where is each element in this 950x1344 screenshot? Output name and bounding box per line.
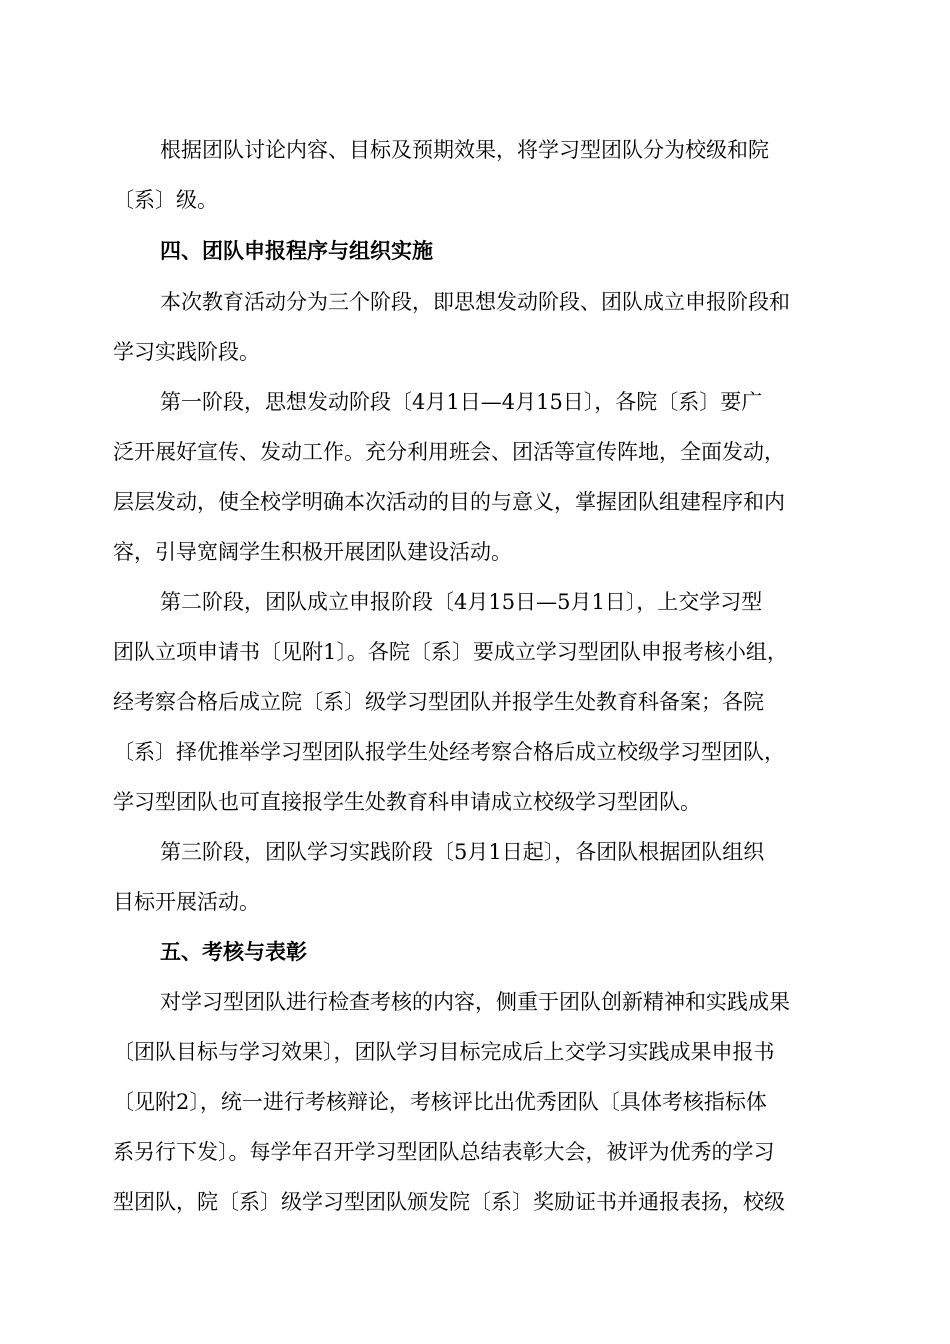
text-line: 〔见附2〕，统一进行考核辩论，考核评比出优秀团队〔具体考核指标体 [113, 1090, 767, 1114]
text-line: 对学习型团队进行检查考核的内容，侧重于团队创新精神和实践成果 [160, 990, 790, 1014]
text-line: 经考察合格后成立院〔系〕级学习型团队并报学生处教育科备案；各院 [113, 690, 764, 714]
text-line: 本次教育活动分为三个阶段，即思想发动阶段、团队成立申报阶段和 [160, 290, 790, 314]
text-line: 泛开展好宣传、发动工作。充分利用班会、团活等宣传阵地，全面发动， [113, 440, 785, 464]
text-line: 〔系〕择优推举学习型团队报学生处经考察合格后成立校级学习型团队， [113, 740, 785, 764]
text-line: 学习实践阶段。 [113, 340, 260, 364]
text-line: 目标开展活动。 [113, 890, 260, 914]
text-line: 第三阶段，团队学习实践阶段〔5月1日起〕，各团队根据团队组织 [160, 840, 765, 864]
text-line: 层层发动，使全校学明确本次活动的目的与意义，掌握团队组建程序和内 [113, 490, 785, 514]
text-line: 学习型团队也可直接报学生处教育科申请成立校级学习型团队。 [113, 790, 701, 814]
text-line: 团队立项申请书〔见附1〕。各院〔系〕要成立学习型团队申报考核小组， [113, 640, 788, 664]
text-line: 第一阶段，思想发动阶段〔4月1日—4月15日〕，各院〔系〕要广 [160, 390, 763, 414]
text-line: 〔系〕级。 [113, 188, 218, 212]
text-line: 〔团队目标与学习效果〕，团队学习目标完成后上交学习实践成果申报书 [113, 1040, 775, 1064]
text-line: 容，引导宽阔学生积极开展团队建设活动。 [113, 540, 512, 564]
text-line: 第二阶段，团队成立申报阶段〔4月15日—5月1日〕，上交学习型 [160, 590, 763, 614]
text-line: 根据团队讨论内容、目标及预期效果，将学习型团队分为校级和院 [160, 138, 769, 162]
text-line: 型团队，院〔系〕级学习型团队颁发院〔系〕奖励证书并通报表扬，校级 [113, 1190, 785, 1214]
section-heading: 五、考核与表彰 [160, 940, 307, 964]
section-heading: 四、团队申报程序与组织实施 [160, 239, 433, 263]
text-line: 系另行下发〕。每学年召开学习型团队总结表彰大会，被评为优秀的学习 [113, 1140, 775, 1164]
